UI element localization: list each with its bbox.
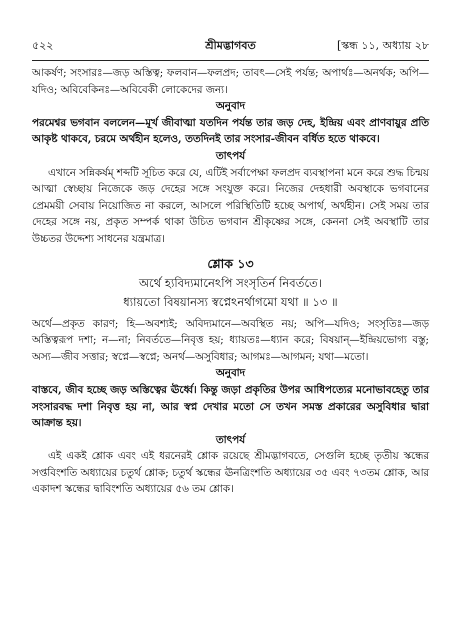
purport-text: এই একই শ্লোক এবং এই ধরনেরই শ্লোক রয়েছে শ্রীমদ্ভাগবতে, সেগুলি হচ্ছে তৃতীয় স্কন্ধের সপ্তবিংশতি অধ্যায়ের চতুর্থ শ্লোক; চতুর্থ স্কন্ধের ঊনত্রিংশতি অধ্যায়ের ৩৫ এবং ৭৩তম শ্লোক, আর একাদশ স্কন্ধের দ্বাবিংশতি অধ্যায়ের ৫৬ তম শ্লোক। (32, 450, 429, 496)
purport-text: এখানে সন্নিকর্ষম্ শব্দটি সূচিত করে যে, এটিই সর্বাপেক্ষা ফলপ্রদ ব্যবস্থাপনা মনে করে শুদ্ধ চিন্ময় আত্মা স্বেচ্ছায় নিজেকে জড় দেহের সঙ্গে সংযুক্ত করে। নিজের দেহধারী অবস্থাকে ভগবানের প্রেমময়ী সেবায় নিয়োজিত না করলে, আসলে পরিস্থিতিটি হচ্ছে অপার্থ, অর্থহীন। সেই সময় তার দেহের সঙ্গে নয়, প্রকৃত সম্পর্ক থাকা উচিত ভগবান শ্রীকৃষ্ণের সঙ্গে, কেননা সেই অবস্থাটি তার উচ্চতর উদ্দেশ্য সাধনের যন্ত্রমাত্র। (32, 166, 429, 245)
verse-line: ধ্যায়তো বিষয়ানস্য স্বপ্নেঽনর্থাগমো যথা ॥ ১৩ ॥ (123, 294, 338, 309)
section-reference: [স্কন্ধ ১১, অধ্যায় ২৮ (336, 39, 429, 52)
synonyms-text: অর্থে—প্রকৃত কারণ; হি—অবশ্যই; অবিদ্যমানে—অবস্থিত নয়; অপি—যদিও; সংসৃতিঃ—জড় অস্তিত্বরূপ দশা; ন—না; নিবর্ততে—নিবৃত্ত হয়; ধ্যায়তঃ—ধ্যান করে; বিষয়ান্—ইন্দ্রিয়ভোগ্য বস্তু; অস্য—জীব সত্তার; স্বপ্নে—স্বপ্নে; অনর্থ—অসুবিধার; আগমঃ—আগমন; যথা—মতো। (32, 317, 429, 363)
translation-text: বাস্তবে, জীব হচ্ছে জড় অস্তিত্বের ঊর্ধ্বে। কিন্তু জড়া প্রকৃতির উপর আধিপত্যের মনোভাবহেতু তার সংসারবদ্ধ দশা নিবৃত্ত হয় না, আর স্বপ্ন দেখার মতো সে তখন সমস্ত প্রকারের অসুবিধার দ্বারা আক্রান্ত হয়। (32, 383, 429, 430)
purport-heading: তাৎপর্য (215, 149, 246, 162)
purport-heading: তাৎপর্য (215, 433, 246, 446)
page-number: ৫২২ (32, 39, 54, 52)
running-title: শ্রীমদ্ভাগবত (205, 39, 256, 52)
header-rule (32, 60, 429, 61)
top-synonyms: আকর্ষণ; সংসারঃ—জড় অস্তিত্ব; ফলবান—ফলপ্রদ; তাবৎ—সেই পর্যন্ত; অপার্থঃ—অনর্থক; অপি—যদিও; অবিবেকিনঃ—অবিবেকী লোকেদের জন্য। (32, 67, 429, 96)
verse-line: অর্থে হ্যবিদ্যমানেঽপি সংসৃতির্ন নিবর্ততে। (139, 275, 322, 290)
translation-heading: অনুবাদ (215, 367, 246, 380)
page-header (32, 38, 429, 58)
translation-heading: অনুবাদ (215, 100, 246, 113)
translation-text: পরমেশ্বর ভগবান বললেন—মূর্খ জীবাত্মা যতদিন পর্যন্ত তার জড় দেহ, ইন্দ্রিয় এবং প্রাণবায়ুর প্রতি আকৃষ্ট থাকবে, চরমে অর্থহীন হলেও, ততদিনই তার সংসার-জীবন বর্ধিত হতে থাকবে। (32, 116, 429, 146)
verse-title: শ্লোক ১৩ (207, 255, 254, 271)
